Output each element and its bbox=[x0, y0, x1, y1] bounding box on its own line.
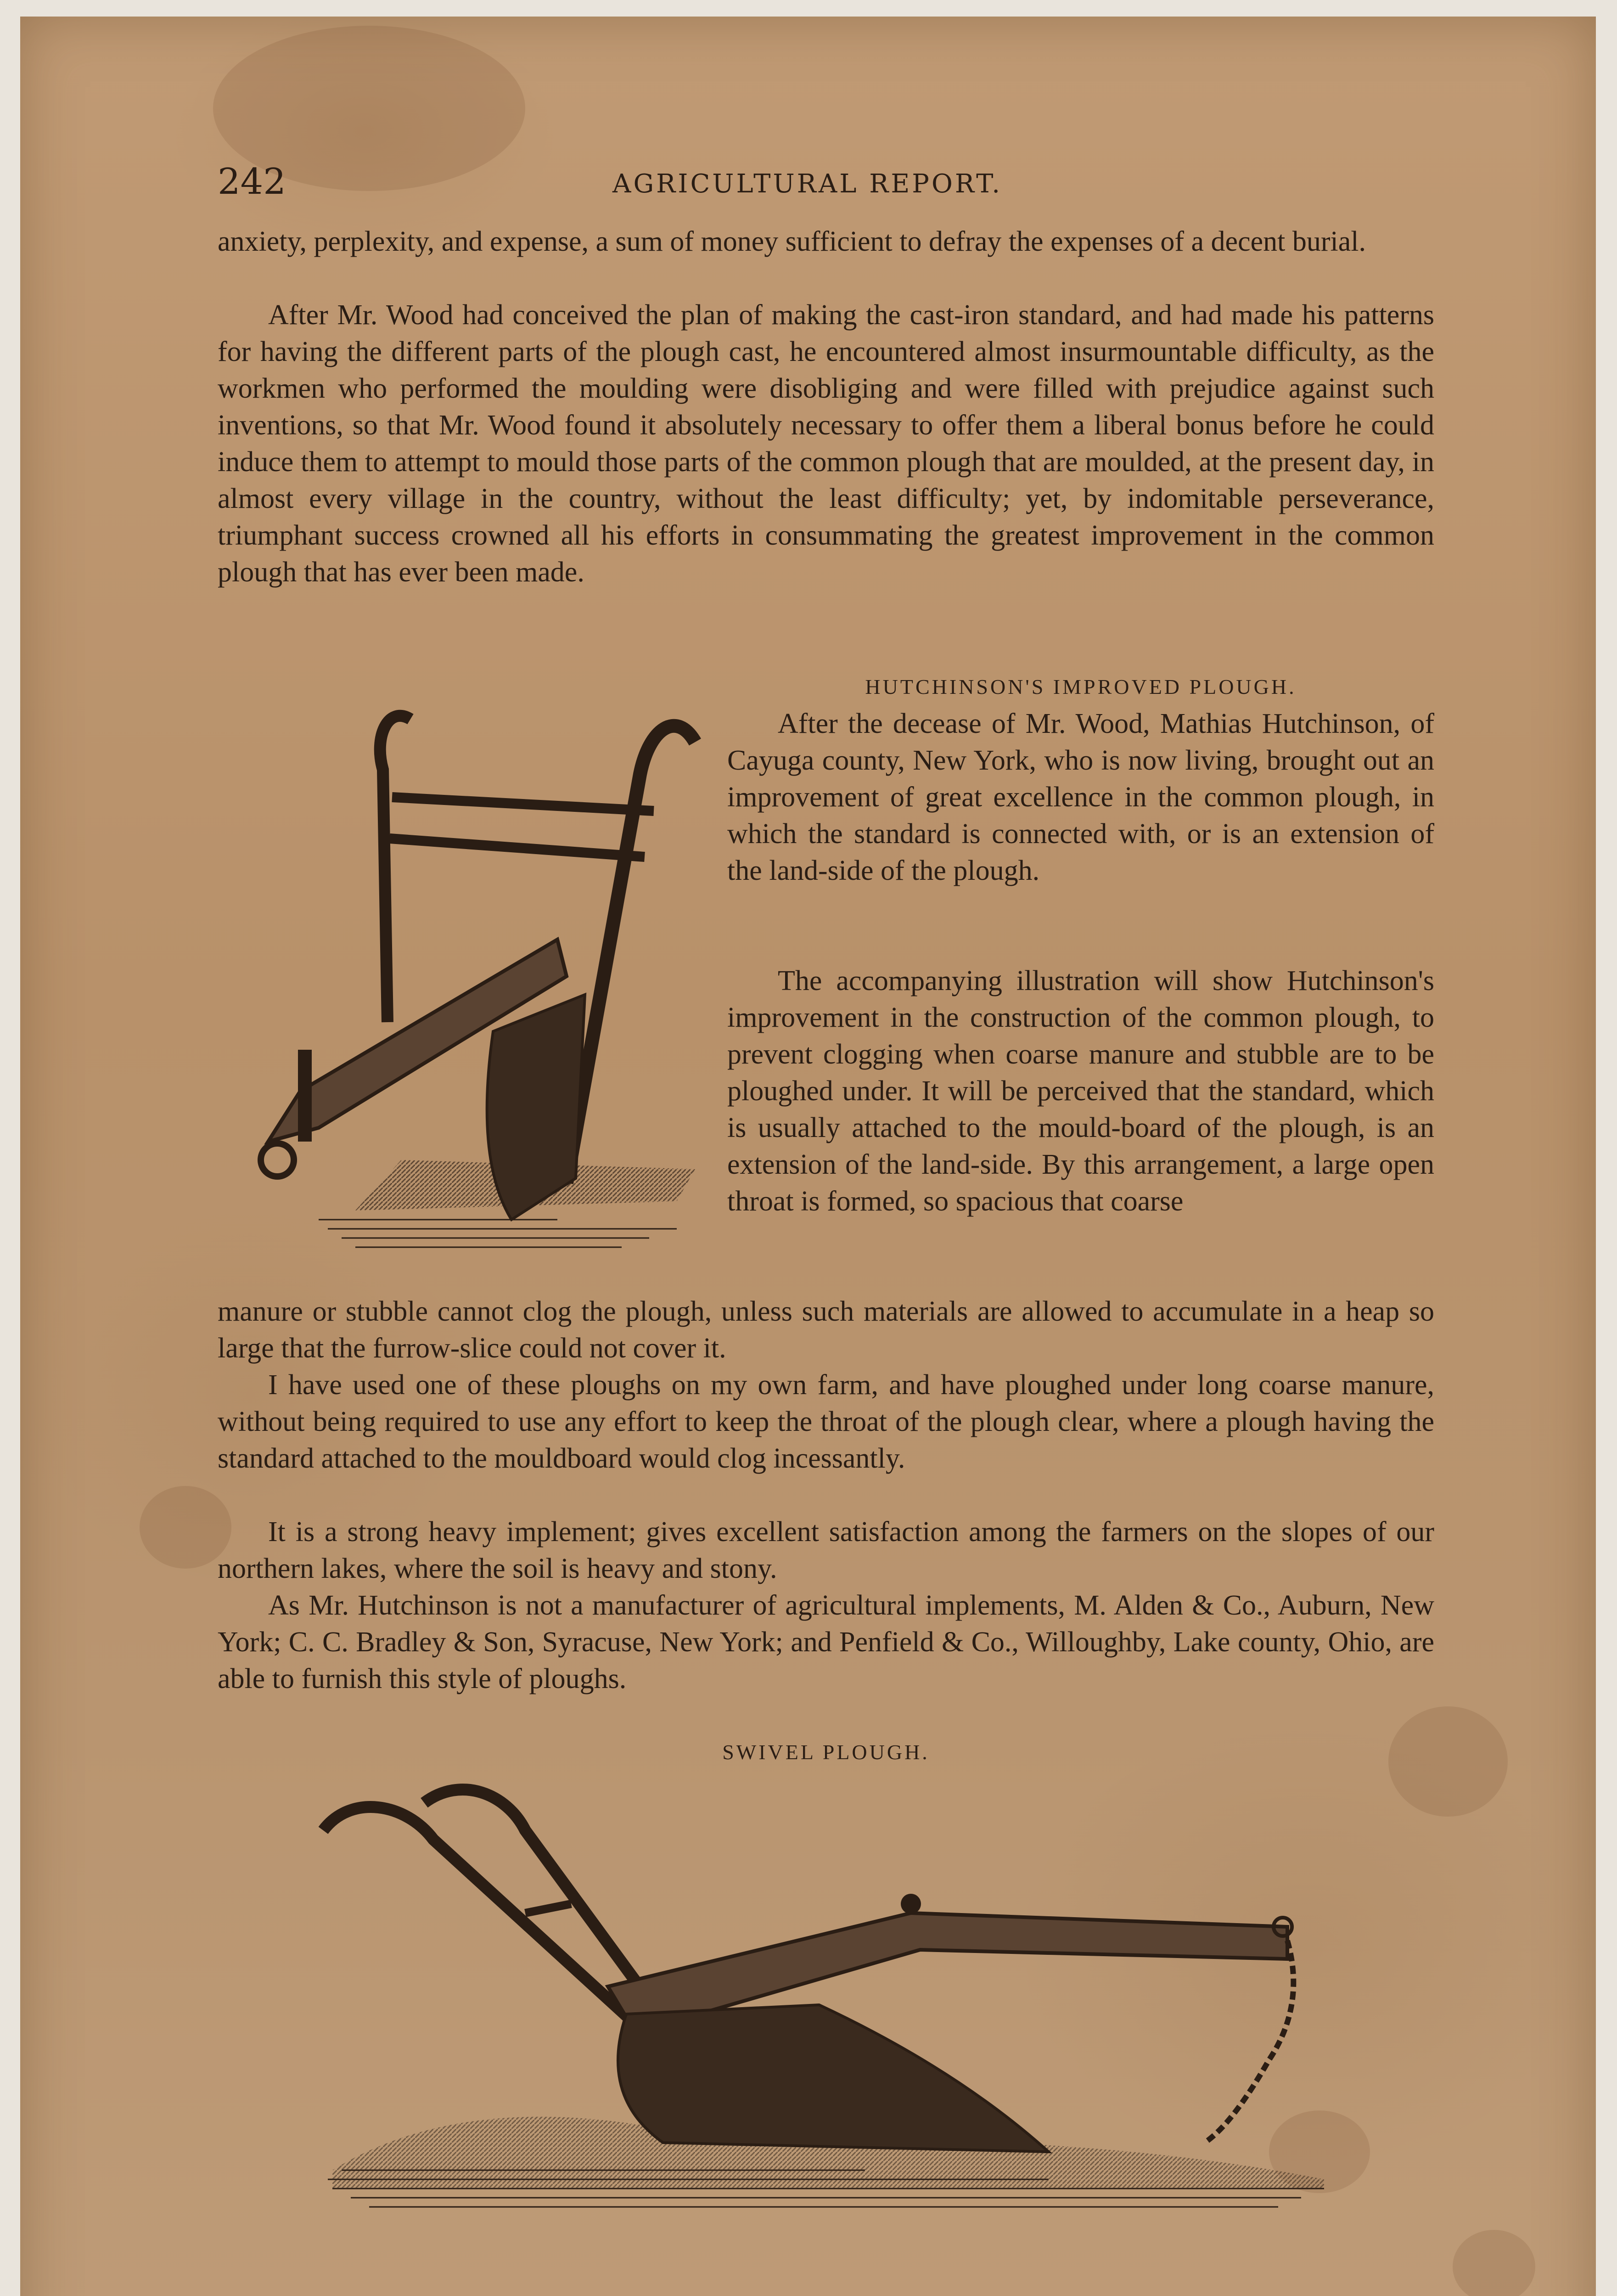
hutchinson-plough-illustration bbox=[236, 701, 718, 1261]
paragraph: It is a strong heavy implement; gives excellent satisfaction among the farmers on the slopes of our northern lakes, where the soil is heavy and stony. bbox=[218, 1516, 1434, 1584]
paragraph: manure or stubble cannot clog the plough, unless such materials are allowed to accumulate in a heap so large that the furrow-slice could not cover it. bbox=[218, 1296, 1434, 1364]
paragraph: After Mr. Wood had conceived the plan of making the cast-iron standard, and had made his patterns for having the different parts of the plough cast, he encountered almost insurmountable difficulty, as the workmen who performed the moulding were disobliging and were filled with prejudice against such inventions, so that Mr. Wood found it absolutely necessary to offer them a liberal bonus before he could induce them to attempt to mould those parts of the common plough that are moulded, at the present day, in almost every village in the country, without the least difficulty; yet, by indomitable perseverance, triumphant success crowned all his efforts in consummating the greatest improvement in the common plough that has ever been made. bbox=[218, 299, 1434, 588]
page-title: AGRICULTURAL REPORT. bbox=[612, 169, 1002, 199]
paragraph: I have used one of these ploughs on my own farm, and have ploughed under long coarse manure, without being required to use any effort to keep the throat of the plough clear, where a plough having the standard attached to the mouldboard would clog incessantly. bbox=[218, 1369, 1434, 1474]
paragraph: anxiety, perplexity, and expense, a sum of money sufficient to defray the expenses of a decent burial. bbox=[218, 226, 1366, 257]
page-number: 242 bbox=[218, 161, 286, 203]
paragraph: As Mr. Hutchinson is not a manufacturer of agricultural implements, M. Alden & Co., Auburn, New York; C. C. Bradley & Son, Syracuse, New York; and Penfield & Co., Willoughby, Lake county, Ohio, are able to furnish this style of ploughs. bbox=[218, 1590, 1434, 1694]
swivel-plough-engraving bbox=[314, 1775, 1398, 2216]
book-page bbox=[20, 17, 1596, 2296]
plough-engraving bbox=[236, 701, 718, 1261]
paragraph: After the decease of Mr. Wood, Mathias Hutchinson, of Cayuga county, New York, who is now living, brought out an improvement of great excellence in the common plough, in which the standard is connected with, or is an extension of the land-side of the plough. bbox=[727, 708, 1434, 886]
section-title: HUTCHINSON'S IMPROVED PLOUGH. bbox=[865, 675, 1297, 698]
running-head bbox=[218, 154, 1457, 209]
paragraph: The accompanying illustration will show Hutchinson's improvement in the construction of the common plough, to prevent clogging when coarse manure and stubble are to be ploughed under. It will be perceived that the standard, which is usually attached to the mould-board of the plough, is an extension of the land-side. By this arrangement, a large open throat is formed, so spacious that coarse bbox=[727, 965, 1434, 1217]
section-title: SWIVEL PLOUGH. bbox=[722, 1740, 930, 1764]
swivel-plough-illustration bbox=[314, 1775, 1398, 2216]
stain bbox=[1453, 2230, 1535, 2296]
